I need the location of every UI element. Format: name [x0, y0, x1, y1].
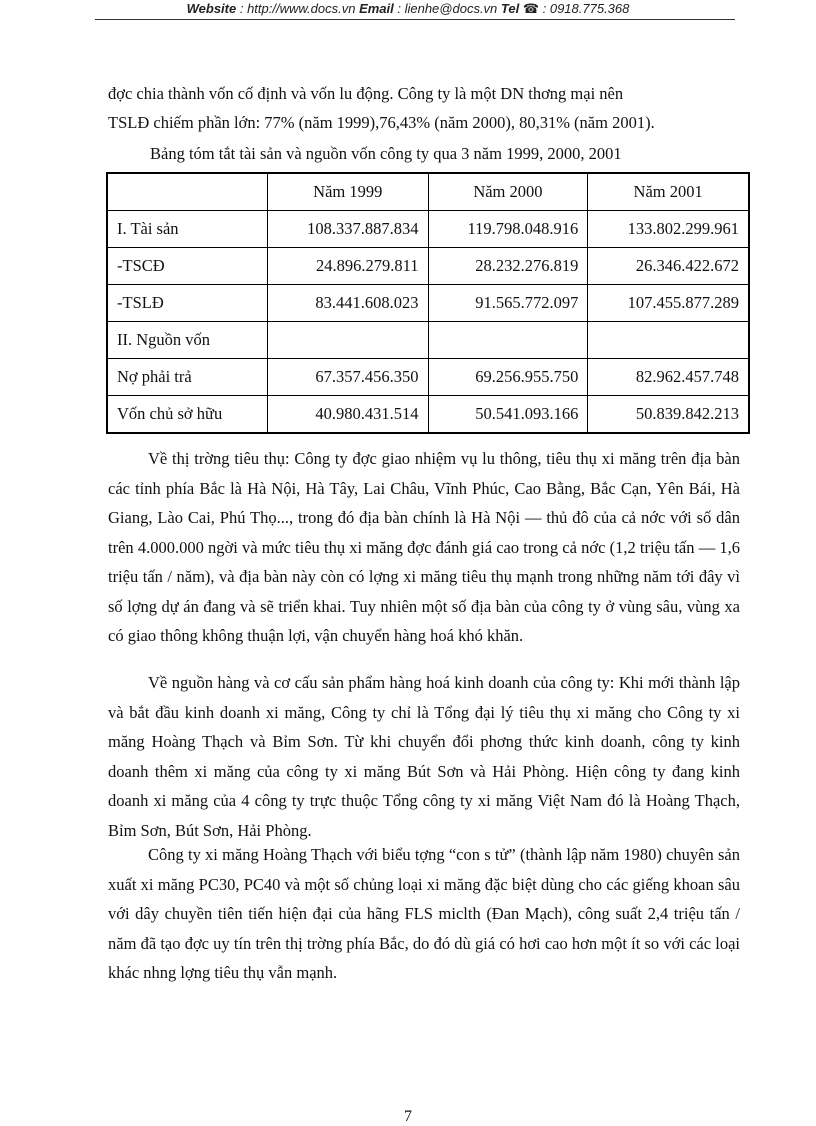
tel-value: : 0918.775.368 — [539, 1, 630, 16]
table-header-cell: Năm 1999 — [268, 173, 429, 211]
table-cell: 91.565.772.097 — [428, 285, 588, 322]
table-cell: 133.802.299.961 — [588, 211, 749, 248]
table-cell: 69.256.955.750 — [428, 359, 588, 396]
table-cell: 82.962.457.748 — [588, 359, 749, 396]
email-label: Email — [359, 1, 394, 16]
table-row — [107, 322, 749, 359]
asset-capital-table — [106, 172, 750, 434]
table-cell: 40.980.431.514 — [268, 396, 429, 434]
table-row — [107, 285, 749, 322]
table-cell: Vốn chủ sở hữu — [107, 396, 268, 434]
table-cell: 50.541.093.166 — [428, 396, 588, 434]
table-row — [107, 359, 749, 396]
table-row — [107, 211, 749, 248]
page-header — [0, 0, 816, 18]
table-cell: II. Nguồn vốn — [107, 322, 268, 359]
table-header-cell: Năm 2001 — [588, 173, 749, 211]
intro-line-1: đợc chia thành vốn cố định và vốn lu động. Công ty là một DN thơng mại nên — [108, 84, 624, 103]
email-value: : lienhe@docs.vn — [393, 1, 501, 16]
intro-line-2: TSLĐ chiếm phần lớn: 77% (năm 1999),76,43% (năm 2000), 80,31% (năm 2001). — [108, 113, 655, 132]
table-cell — [428, 322, 588, 359]
table-cell: I. Tài sản — [107, 211, 268, 248]
table-cell: 28.232.276.819 — [428, 248, 588, 285]
table-cell: 83.441.608.023 — [268, 285, 429, 322]
website-label: Website — [186, 1, 237, 16]
table-cell: 67.357.456.350 — [268, 359, 429, 396]
table-cell — [268, 322, 429, 359]
table-cell: Nợ phải trả — [107, 359, 268, 396]
table-cell: -TSLĐ — [107, 285, 268, 322]
table-cell — [588, 322, 749, 359]
table-cell: 107.455.877.289 — [588, 285, 749, 322]
table-cell: 119.798.048.916 — [428, 211, 588, 248]
table-caption: Bảng tóm tắt tài sản và nguồn vốn công ty qua 3 năm 1999, 2000, 2001 — [150, 144, 622, 163]
tel-label: Tel ☎ — [500, 1, 540, 16]
table-cell: 26.346.422.672 — [588, 248, 749, 285]
website-value: : http://www.docs.vn — [236, 1, 360, 16]
table-header-cell: Năm 2000 — [428, 173, 588, 211]
table-cell: 24.896.279.811 — [268, 248, 429, 285]
table-header-cell — [107, 173, 268, 211]
header-divider — [95, 19, 735, 20]
table-row — [107, 396, 749, 434]
table-cell: -TSCĐ — [107, 248, 268, 285]
paragraph-products: Về nguồn hàng và cơ cấu sản phẩm hàng hoá kinh doanh của công ty: Khi mới thành lập và bắt đầu kinh doanh xi măng, Công ty chỉ là Tổng đại lý tiêu thụ xi măng cho Công ty xi măng Hoàng Thạch và Bỉm Sơn. Từ khi chuyển đổi phơng thức kinh doanh, công ty kinh doanh thêm xi măng của công ty xi măng Bút Sơn và Hải Phòng. Hiện công ty đang kinh doanh xi măng của 4 công ty trực thuộc Tổng công ty xi măng Việt Nam đó là Hoàng Thạch, Bỉm Sơn, Bút Sơn, Hải Phòng. — [108, 673, 740, 840]
table-cell: 108.337.887.834 — [268, 211, 429, 248]
page-number: 7 — [404, 1108, 412, 1125]
table-cell: 50.839.842.213 — [588, 396, 749, 434]
table-row — [107, 248, 749, 285]
paragraph-market: Về thị trờng tiêu thụ: Công ty đợc giao nhiệm vụ lu thông, tiêu thụ xi măng trên địa bàn các tỉnh phía Bắc là Hà Nội, Hà Tây, Lai Châu, Vĩnh Phúc, Cao Bằng, Bắc Cạn, Yên Bái, Hà Giang, Lào Cai, Phú Thọ..., trong đó địa bàn chính là Hà Nội — thủ đô của cả nớc với số dân trên 4.000.000 ngời và mức tiêu thụ xi măng đợc đánh giá cao trong cả nớc (1,2 triệu tấn — 1,6 triệu tấn / năm), và địa bàn này còn có lợng xi măng tiêu thụ mạnh trong những năm tới đây vì số lợng dự án đang và sẽ triển khai. Tuy nhiên một số địa bàn của công ty ở vùng sâu, vùng xa có giao thông không thuận lợi, vận chuyển hàng hoá khó khăn. — [108, 449, 740, 645]
table-header-row — [107, 173, 749, 211]
paragraph-hoang-thach: Công ty xi măng Hoàng Thạch với biểu tợng “con s tử” (thành lập năm 1980) chuyên sản xuất xi măng PC30, PC40 và một số chủng loại xi măng đặc biệt dùng cho các giếng khoan sâu với dây chuyền tiên tiến hiện đại của hãng FLS miclth (Đan Mạch), công suất 2,4 triệu tấn / năm đã tạo đợc uy tín trên thị trờng phía Bắc, do đó dù giá có hơi cao hơn một ít so với các loại khác nhng lợng tiêu thụ vẫn mạnh. — [108, 845, 740, 982]
